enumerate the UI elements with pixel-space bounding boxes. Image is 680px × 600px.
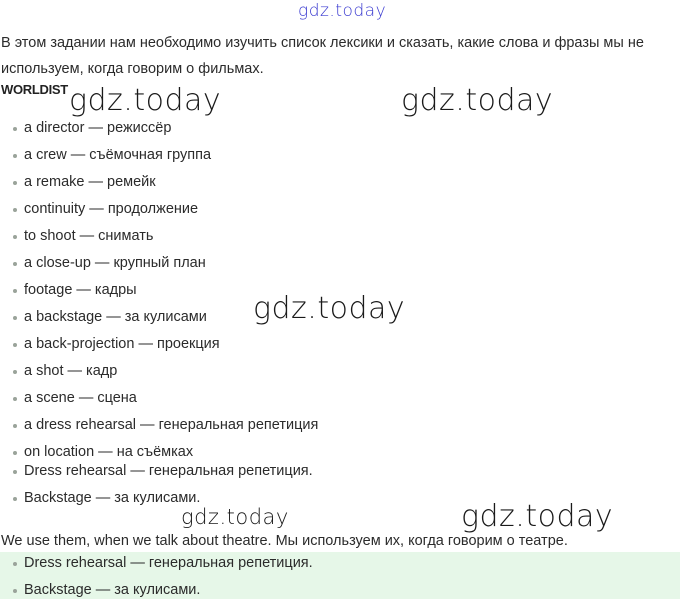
watermark: gdz.today: [181, 505, 289, 529]
watermark: gdz.today: [253, 291, 406, 326]
list-item: Dress rehearsal — генеральная репетиция.: [24, 555, 313, 571]
list-item: to shoot — снимать: [24, 228, 154, 244]
list-item: continuity — продолжение: [24, 201, 199, 217]
list-item: Dress rehearsal — генеральная репетиция.: [24, 463, 313, 479]
list-item: a back-projection — проекция: [24, 336, 220, 352]
list-item: a dress rehearsal — генеральная репетиция: [24, 417, 319, 433]
list-item: a shot — кадр: [24, 363, 118, 379]
watermark-top: gdz.today: [298, 1, 387, 21]
watermark: gdz.today: [69, 83, 222, 118]
list-item: a director — режиссёр: [24, 120, 172, 136]
theatre-text: We use them, when we talk about theatre. Мы используем их, когда говорим о театре.: [1, 533, 568, 549]
list-item: a remake — ремейк: [24, 174, 156, 190]
list-item: Backstage — за кулисами.: [24, 582, 201, 598]
list-item: a crew — съёмочная группа: [24, 147, 212, 163]
list-item: a backstage — за кулисами: [24, 309, 207, 325]
list-item: footage — кадры: [24, 282, 137, 298]
list-item: a scene — сцена: [24, 390, 137, 406]
worldist-heading: WORLDIST: [1, 82, 68, 97]
watermark: gdz.today: [401, 83, 554, 118]
watermark: gdz.today: [461, 499, 614, 534]
intro-text: В этом задании нам необходимо изучить список лексики и сказать, какие слова и фразы мы не используем, когда говорим о фильмах.: [1, 35, 644, 77]
list-item: on location — на съёмках: [24, 444, 194, 460]
list-item: Backstage — за кулисами.: [24, 490, 201, 506]
list-item: a close-up — крупный план: [24, 255, 206, 271]
